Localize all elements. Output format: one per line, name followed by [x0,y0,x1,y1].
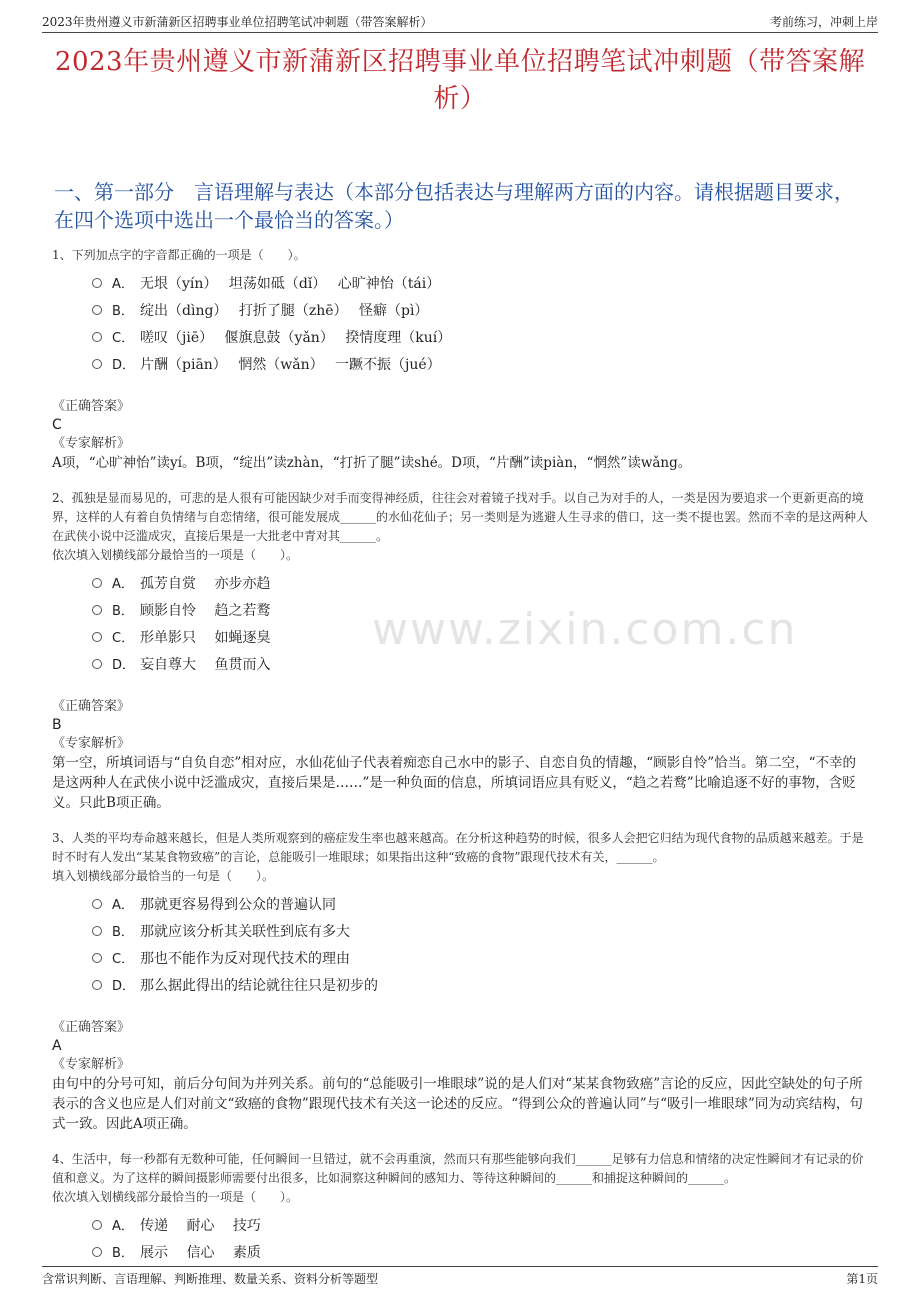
footer-note: 含常识判断、言语理解、判断推理、数量关系、资料分析等题型 [42,1272,379,1286]
question-prompt: 依次填入划横线部分最恰当的一项是（ ）。 [52,1190,299,1204]
question-prompt: 依次填入划横线部分最恰当的一项是（ ）。 [52,548,299,562]
correct-answer: C [52,417,62,433]
option-letter: D． [112,979,136,994]
option-c[interactable] [92,944,868,971]
radio-icon[interactable] [92,632,102,642]
analysis-text: 第一空，所填词语与“自负自恋”相对应，水仙花仙子代表着痴恋自己水中的影子、自恋自负的情趣，“顾影自怜”恰当。第二空，“不幸的是这两种人在武侠小说中泛滥成灾，直接后果是……”是一种负面的信息，所填词语应具有贬义，“趋之若鹜”比喻追逐不好的事物，含贬义。只此B项正确。 [52,755,857,811]
answer-label: 《正确答案》 [52,1020,131,1035]
option-text: 片酬（piān） 惘然（wǎn） 一蹶不振（jué） [140,356,441,373]
radio-icon[interactable] [92,953,102,963]
option-a[interactable] [92,1211,868,1238]
option-b[interactable] [92,1238,868,1265]
option-letter: B． [112,1246,134,1261]
option-text: 展示 信心 素质 [140,1244,261,1261]
option-letter: A． [112,898,134,913]
option-text: 无垠（yín） 坦荡如砥（dǐ） 心旷神怡（tái） [140,275,441,292]
option-d[interactable] [92,650,868,677]
option-letter: A． [112,577,134,592]
radio-icon[interactable] [92,305,102,315]
correct-answer: A [52,1038,62,1054]
option-c[interactable] [92,623,868,650]
question-4 [52,1150,868,1265]
option-letter: B． [112,604,134,619]
option-letter: D． [112,658,136,673]
analysis-label: 《专家解析》 [52,1057,131,1072]
option-text: 那么据此得出的结论就往往只是初步的 [140,977,378,994]
option-text: 顾影自怜 趋之若鹜 [140,602,271,619]
option-b[interactable] [92,296,868,323]
radio-icon[interactable] [92,980,102,990]
option-letter: D． [112,358,136,373]
options-group [92,1211,868,1265]
radio-icon[interactable] [92,359,102,369]
radio-icon[interactable] [92,278,102,288]
option-b[interactable] [92,917,868,944]
radio-icon[interactable] [92,1247,102,1257]
option-text: 那就应该分析其关联性到底有多大 [140,923,350,940]
radio-icon[interactable] [92,332,102,342]
radio-icon[interactable] [92,578,102,588]
option-letter: A． [112,1219,134,1234]
radio-icon[interactable] [92,1220,102,1230]
analysis-label: 《专家解析》 [52,436,131,451]
answer-label: 《正确答案》 [52,399,131,414]
section-heading: 一、第一部分 言语理解与表达（本部分包括表达与理解两方面的内容。请根据题目要求，在四个选项中选出一个最恰当的答案。） [54,180,854,232]
page-number: 第1页 [846,1272,878,1286]
option-b[interactable] [92,596,868,623]
option-text: 孤芳自赏 亦步亦趋 [140,575,271,592]
option-letter: C． [112,631,135,646]
question-stem: 2、孤独是显而易见的，可悲的是人很有可能因缺少对手而变得神经质，往往会对着镜子找对手。以自己为对手的人，一类是因为要追求一个更新更高的境界，这样的人有着自负情绪与自恋情绪，很可能发展成______的水仙花仙子；另一类则是为逃避人生寻求的借口，这一类不提也罢。然而不幸的是这两种人在武侠小说中泛滥成灾，直接后果是一大批老中青对其______。 [52,491,869,543]
analysis-text: 由句中的分号可知，前后分句间为并列关系。前句的“总能吸引一堆眼球”说的是人们对“某某食物致癌”言论的反应，因此空缺处的句子所表示的含义也应是人们对前文“致癌的食物”跟现代技术有关这一论述的反应。“得到公众的普遍认同”与“吸引一堆眼球”同为动宾结构，句式一致。因此A项正确。 [52,1076,863,1132]
question-list [52,246,868,1265]
answer-label: 《正确答案》 [52,699,131,714]
option-text: 那就更容易得到公众的普遍认同 [140,896,336,913]
option-a[interactable] [92,890,868,917]
question-2 [52,489,868,813]
option-text: 嗟叹（jiē） 偃旗息鼓（yǎn） 揆情度理（kuí） [140,329,452,346]
watermark: www.zixin.com.cn [372,604,798,655]
option-a[interactable] [92,569,868,596]
analysis-text: A项，“心旷神怡”读yí。B项，“绽出”读zhàn，“打折了腿”读shé。D项，“片酬”读piàn，“惘然”读wǎng。 [52,455,692,471]
question-prompt: 填入划横线部分最恰当的一句是（ ）。 [52,869,275,883]
options-group [92,569,868,677]
option-letter: A． [112,277,134,292]
option-letter: B． [112,925,134,940]
question-stem: 4、生活中，每一秒都有无数种可能，任何瞬间一旦错过，就不会再重演，然而只有那些能够向我们______足够有力信息和情绪的决定性瞬间才有记录的价值和意义。为了这样的瞬间摄影师需要付出很多，比如洞察这种瞬间的感知力、等待这种瞬间的______和捕捉这种瞬间的______。 [52,1152,864,1185]
document-title: 2023年贵州遵义市新蒲新区招聘事业单位招聘笔试冲刺题（带答案解析） [54,47,866,114]
option-text: 形单影只 如蝇逐臭 [140,629,271,646]
radio-icon[interactable] [92,605,102,615]
option-a[interactable] [92,269,868,296]
option-text: 那也不能作为反对现代技术的理由 [140,950,350,967]
options-group [92,890,868,998]
correct-answer: B [52,717,62,733]
option-text: 绽出（dìng） 打折了腿（zhē） 怪癖（pì） [140,302,429,319]
header-doc-title: 2023年贵州遵义市新蒲新区招聘事业单位招聘笔试冲刺题（带答案解析） [42,15,433,29]
option-text: 妄自尊大 鱼贯而入 [140,656,271,673]
radio-icon[interactable] [92,659,102,669]
question-stem: 3、人类的平均寿命越来越长，但是人类所观察到的癌症发生率也越来越高。在分析这种趋势的时候，很多人会把它归结为现代食物的品质越来越差。于是时不时有人发出“某某食物致癌”的言论，总能吸引一堆眼球；如果指出这种“致癌的食物”跟现代技术有关，______。 [52,831,864,864]
options-group [92,269,868,377]
option-d[interactable] [92,350,868,377]
option-d[interactable] [92,971,868,998]
radio-icon[interactable] [92,899,102,909]
radio-icon[interactable] [92,926,102,936]
analysis-label: 《专家解析》 [52,736,131,751]
option-text: 传递 耐心 技巧 [140,1217,261,1234]
option-c[interactable] [92,323,868,350]
question-3 [52,829,868,1134]
header-slogan: 考前练习，冲刺上岸 [769,15,878,29]
page-footer [42,1266,878,1287]
question-1 [52,246,868,473]
option-letter: B． [112,304,134,319]
question-stem: 1、下列加点字的字音都正确的一项是（ ）。 [52,248,306,262]
option-letter: C． [112,331,135,346]
page-header [42,8,878,33]
option-letter: C． [112,952,135,967]
